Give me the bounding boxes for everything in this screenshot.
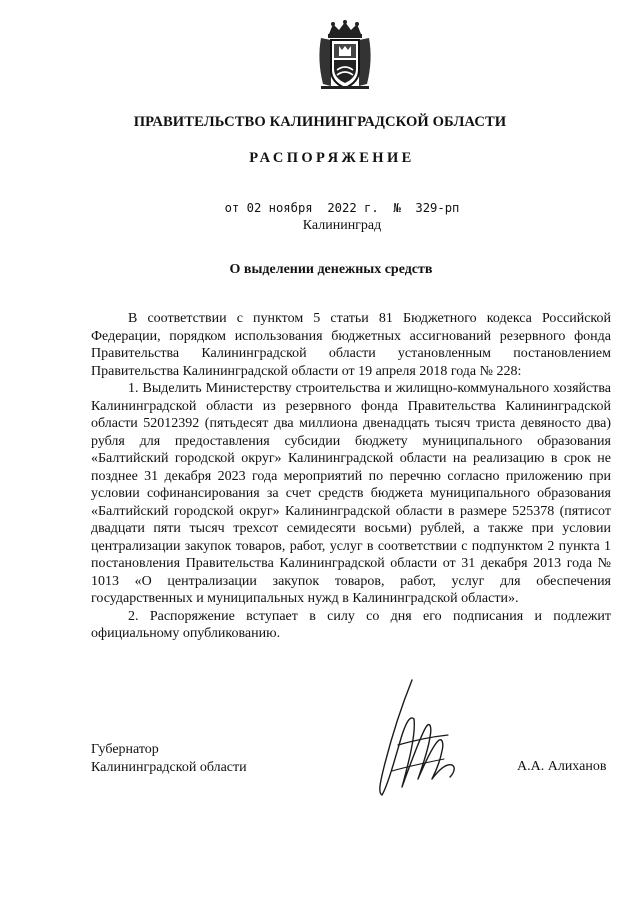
- item-2-paragraph: 2. Распоряжение вступает в силу со дня его подписания и подлежит официальному опубликованию.: [91, 608, 611, 641]
- coat-of-arms-icon: [315, 20, 375, 92]
- signatory-title: [91, 741, 247, 777]
- document-subject: О выделении денежных средств: [229, 262, 433, 277]
- signatory-name: А.А. Алиханов: [517, 759, 607, 774]
- preamble-paragraph: В соответствии с пунктом 5 статьи 81 Бюджетного кодекса Российской Федерации, порядком использования бюджетных ассигнований резервного фонда Правительства Калининградской области установленным постановлением Правительства Калининградской области от 19 апреля 2018 года № 228:: [91, 311, 611, 379]
- handwritten-signature: [372, 675, 464, 800]
- signatory-title-line-2: Калининградской области: [91, 760, 247, 775]
- organization-title: ПРАВИТЕЛЬСТВО КАЛИНИНГРАДСКОЙ ОБЛАСТИ: [133, 114, 507, 130]
- date-and-number: от 02 ноября 2022 г. № 329-рп: [224, 201, 460, 215]
- document-body: [91, 310, 611, 643]
- signatory-title-line-1: Губернатор: [91, 742, 159, 757]
- item-1-paragraph: 1. Выделить Министерству строительства и жилищно-коммунального хозяйства Калининградской области из резервного фонда Правительства Калининградской области 52012392 (пятьдесят два миллиона двенадцать тысяч триста девяносто два) рубля для предоставления субсидии бюджету муниципального образования «Балтийский городской округ» Калининградской области на реализацию в срок не позднее 31 декабря 2023 года мероприятий по перечню согласно приложению при условии софинансирования за счет средств бюджета муниципального образования «Балтийский городской округ» Калининградской области в размере 525378 (пятисот двадцати пяти тысяч трехсот семидесяти восьми) рублей, а также при условии централизации закупок товаров, работ, услуг в соответствии с подпунктом 2 пункта 1 постановления Правительства Калининградской области от 31 декабря 2013 года № 1013 «О централизации закупок товаров, работ, услуг для обеспечения государственных и муниципальных нужд в Калининградской области».: [91, 381, 611, 606]
- city: Калининград: [302, 218, 382, 233]
- document-type: РАСПОРЯЖЕНИЕ: [249, 150, 415, 166]
